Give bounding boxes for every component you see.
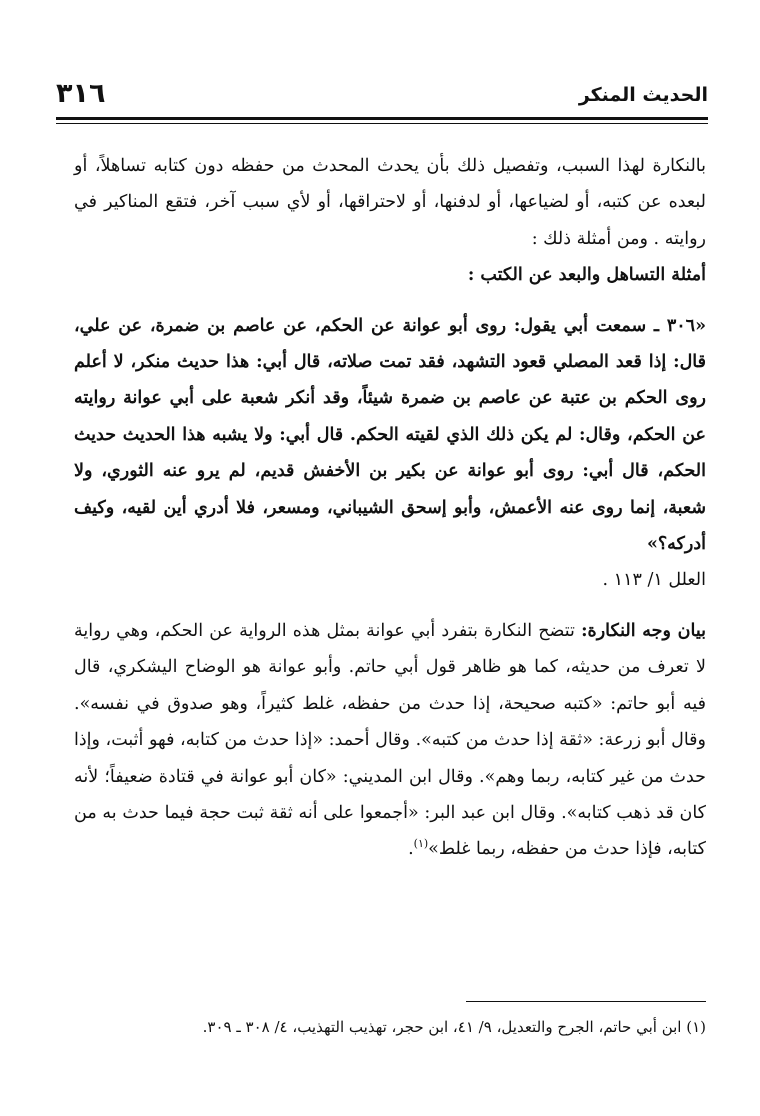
page-header	[56, 76, 708, 116]
intro-paragraph: بالنكارة لهذا السبب، وتفصيل ذلك بأن يحدث المحدث من حفظه دون كتابه تساهلاً، أو لبعده عن كتبه، أو لضياعها، أو لدفنها، أو لاحتراقها، أو لأي سبب آخر، فتقع المناكير في روايته . ومن أمثلة ذلك :	[74, 156, 706, 249]
section-heading: أمثلة التساهل والبعد عن الكتب :	[467, 265, 706, 286]
example-quote: «٣٠٦ ـ سمعت أبي يقول: روى أبو عوانة عن الحكم، عن عاصم بن ضمرة، عن علي، قال: إذا قعد المصلي قعود التشهد، فقد تمت صلاته، قال أبي: هذا حديث منكر، لا أعلم روى الحكم بن عتبة عن عاصم بن ضمرة شيئاً، وقد أنكر شعبة على أبي عوانة روايته عن الحكم، وقال: لم يكن ذلك الذي لقيته الحكم. قال أبي: ولا يشبه هذا الحديث حديث الحكم، قال أبي: روى أبو عوانة عن بكير بن الأخفش قديم، لم يرو عنه الثوري، ولا شعبة، إنما روى عنه الأعمش، وأبو إسحق الشيباني، ومسعر، فلا أدري أين لقيه، وكيف أدركه؟»	[74, 315, 706, 555]
spacer	[74, 294, 706, 308]
explanation-text: تتضح النكارة بتفرد أبي عوانة بمثل هذه الرواية عن الحكم، وهي رواية لا تعرف من حديثه، كما هو ظاهر قول أبي حاتم. وأبو عوانة هو الوضاح اليشكري، قال فيه أبو حاتم: «كتبه صحيحة، إذا حدث من حفظه، غلط كثيراً، وهو صدوق في نفسه». وقال أبو زرعة: «ثقة إذا حدث من كتبه». وقال أحمد: «إذا حدث من كتابه، فهو أثبت، وإذا حدث من غير كتابه، ربما وهم». وقال ابن المديني: «كان أبو عوانة في قتادة ضعيفاً؛ لأنه كان قد ذهب كتابه». وقال ابن عبد البر: «أجمعوا على أنه ثقة ثبت حجة فيما حدث به من كتابه، فإذا حدث من حفظه، ربما غلط»	[74, 620, 706, 860]
spacer	[74, 599, 706, 613]
running-title: الحديث المنكر	[578, 84, 708, 106]
explanation-label: بيان وجه النكارة:	[581, 620, 706, 641]
header-rule-thick	[56, 117, 708, 120]
footnote-separator	[466, 1001, 706, 1002]
explanation-paragraph	[74, 613, 706, 868]
explanation-end: .	[408, 839, 414, 860]
page-body	[74, 148, 706, 868]
footnote-ref[interactable]: (١)	[413, 837, 429, 851]
header-rule-thin	[56, 123, 708, 124]
page-number: ٣١٦	[56, 78, 106, 109]
example-source: العلل ١/ ١١٣ .	[602, 570, 706, 591]
footnote: (١) ابن أبي حاتم، الجرح والتعديل، ٩/ ٤١، ابن حجر، تهذيب التهذيب، ٤/ ٣٠٨ ـ ٣٠٩.	[202, 1018, 706, 1036]
